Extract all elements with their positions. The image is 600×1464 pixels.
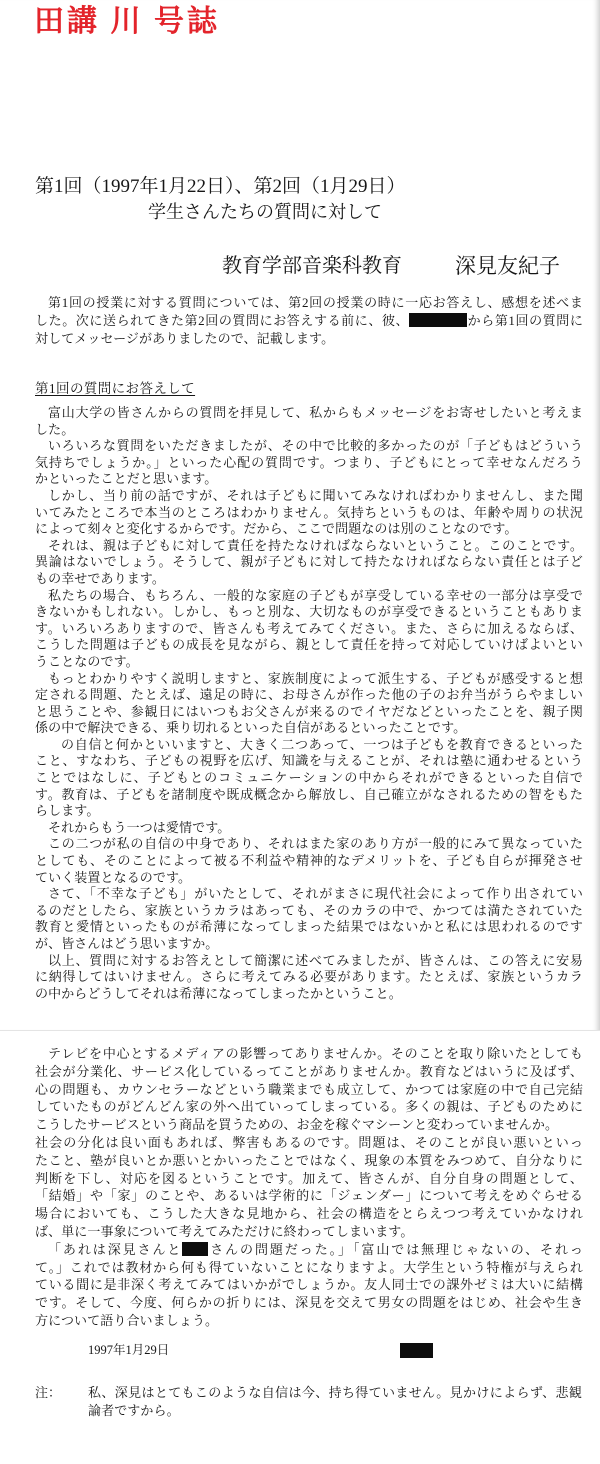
text-line <box>35 1098 583 1116</box>
text-line <box>35 787 583 804</box>
text-line <box>35 1134 583 1152</box>
text-line <box>35 1063 583 1081</box>
text-line <box>88 1402 582 1420</box>
paragraph <box>35 438 583 488</box>
text-line <box>35 803 583 820</box>
text-run: 私、深見はとてもこのような自信は今、持ち得ていません。見かけによらず、悲観 <box>88 1385 582 1400</box>
text-run: こと、すなわち、子どもの視野を広げ、知識を与えることが、それは塾に通わせるという <box>35 753 583 769</box>
text-run: ことではなしに、子どもとのコミュニケーションの中からそれができるといった自信で <box>35 770 583 786</box>
paragraph <box>35 953 583 1003</box>
text-line <box>35 621 583 638</box>
text-run: す。いろいろありますので、皆さんも考えてみてください。また、さらに加えるならば、 <box>35 620 583 636</box>
text-run: この二つが私の自信の中身であり、それはまた家のあり方が一般的にみて異なっていた <box>48 836 583 852</box>
redaction-bar <box>182 1242 208 1256</box>
paragraph <box>35 588 583 671</box>
text-run: 気持ちでしょうか。」といった心配の質問です。つまり、子どもにとって幸せなんだろう <box>35 454 583 470</box>
text-run: によって刻々と変化するからです。だから、ここで問題なのは別のことなのです。 <box>35 521 518 537</box>
text-run: 論者ですから。 <box>88 1403 180 1418</box>
paragraph <box>35 538 583 588</box>
text-run: それからもう一つは愛情です。 <box>48 819 231 835</box>
text-line <box>35 737 583 754</box>
text-run: 「あれは深見さんと <box>48 1241 183 1257</box>
red-stamp: 田講 川 号誌 <box>34 5 220 38</box>
text-run: 係の中で解決できる、乗り切れるといった自信があるといったことです。 <box>35 720 467 736</box>
text-run: こうしたサービスという商品を買うための、お金を稼ぐマシーンと変わっていませんか。 <box>35 1117 559 1133</box>
text-line <box>35 604 583 621</box>
text-run: と思うことや、参観日にはいつもお父さんが来るのでイヤだなどといったことを、親子関 <box>35 703 583 719</box>
text-run: 以上、質問に対するお答えとして簡潔に述べてみましたが、皆さんは、この答えに安易 <box>48 952 583 968</box>
text-run: の自信と何かといいますと、大きく二つあって、一つは子どもを教育できるといった <box>61 736 583 752</box>
text-line <box>35 654 583 671</box>
text-run: 場合においても、こうした大きな見地から、社会の構造をとらえつつ考えていかなけれ <box>35 1206 583 1222</box>
text-run: テレビを中心とするメディアの影響ってありませんか。そのことを取り除いたとしても <box>48 1046 583 1061</box>
text-line <box>35 330 583 348</box>
author-name: 深見友紀子 <box>455 254 560 278</box>
text-line <box>35 571 583 588</box>
text-line <box>35 1152 583 1170</box>
text-line <box>35 488 583 505</box>
paragraph <box>35 737 583 820</box>
text-run: 教育と愛情といったものが希薄になってしまった結果ではないかと私には思われるのです <box>35 919 583 935</box>
text-run: 異論はないでしょう。そうして、親が子どもに対して持たなければならない責任とは子ど <box>35 554 583 570</box>
text-line <box>35 538 583 555</box>
text-run: もの幸せであります。 <box>35 570 165 586</box>
text-line <box>35 1187 583 1205</box>
document-title-line-2: 学生さんたちの質問に対して <box>148 202 382 222</box>
text-line <box>35 521 583 538</box>
text-line <box>35 870 583 887</box>
paragraph <box>35 405 583 438</box>
text-run: こうした問題は子どもの成長を見ながら、親として責任を持って対応していけばよいとい <box>35 637 583 653</box>
text-run: 心の問題も、カウンセラーなどという職業までも成立して、かつては家庭の中で自己完結 <box>35 1081 583 1097</box>
text-line <box>35 1276 583 1294</box>
text-run: としても、そのことによって被る不利益や精神的なデメリットを、子ども自らが揮発させ <box>35 853 583 869</box>
paragraph <box>35 671 583 737</box>
text-line <box>35 886 583 903</box>
text-run: いろいろな質問をいただきましたが、その中で比較的多かったのが「子どもはどういう <box>48 438 583 454</box>
text-run: していたものがどんどん家の外へ出ていってしまっている。多くの親は、子どものために <box>35 1099 583 1115</box>
text-run: るのだとしたら、家族というカラはあっても、そのカラの中で、かつては満たされていた <box>35 902 583 918</box>
text-run: て。」これでは教材から何も得ていないことになりますよ。大学生という特権が与えられ <box>35 1259 583 1275</box>
text-line <box>35 505 583 522</box>
paragraph <box>35 886 583 952</box>
text-line <box>35 312 583 330</box>
continuation-body <box>35 1045 583 1330</box>
text-line <box>35 953 583 970</box>
redaction-bar <box>409 313 467 327</box>
note-label: 注： <box>35 1385 62 1400</box>
paragraph <box>35 836 583 886</box>
text-run: 富山大学の皆さんからの質問を拝見して、私からもメッセージをお寄せしたいと考えま <box>48 405 583 420</box>
answer-body <box>35 405 583 1002</box>
paragraph <box>35 820 583 837</box>
text-line <box>35 637 583 654</box>
text-line <box>35 903 583 920</box>
text-run: 方について語り合いましょう。 <box>35 1312 219 1328</box>
text-run: 定される問題、たとえば、遠足の時に、お母さんが作った他の子のお弁当がうらやましい <box>35 687 583 703</box>
text-run: らします。 <box>35 803 100 819</box>
text-line <box>35 1045 583 1063</box>
text-line <box>35 936 583 953</box>
text-run: それは、親は子どもに対して責任を持たなければならないということ。このことです。 <box>48 537 583 553</box>
text-run: ば、単に一事象について考えてみただけに終わってしまいます。 <box>35 1223 414 1239</box>
text-run: 社会が分業化、サービス化しているってことがありませんか。教育などはいうに及ばず、 <box>35 1063 583 1079</box>
text-line <box>35 1081 583 1099</box>
text-line <box>35 1205 583 1223</box>
text-line <box>35 1241 583 1259</box>
text-run: かといったことだと思います。 <box>35 471 218 487</box>
text-run: たこと、塾が良いとか悪いとかいったことではなく、現象の本質をみつめて、自分なりに <box>35 1152 583 1168</box>
text-run: きないかもしれない。しかし、もっと別な、大切なものが享受できるということもありま <box>35 604 583 620</box>
section-heading: 第1回の質問にお答えして <box>35 381 196 396</box>
text-line <box>35 1259 583 1277</box>
text-line <box>35 405 583 422</box>
document-title-line-1: 第1回（1997年1月22日）、第2回（1月29日） <box>35 176 406 197</box>
text-line <box>35 986 583 1003</box>
text-run: しかし、当り前の話ですが、それは子どもに聞いてみなければわかりませんし、また聞 <box>48 487 583 503</box>
text-line <box>35 687 583 704</box>
text-run: す。教育は、子どもを諸制度や既成概念から解放し、自己確立がなされるための智をもた <box>35 786 583 802</box>
text-run: さて、「不幸な子ども」がいたとして、それがまさに現代社会によって作り出されてい <box>48 886 583 902</box>
text-line <box>35 753 583 770</box>
paragraph <box>35 488 583 538</box>
text-line <box>35 820 583 837</box>
text-line <box>35 438 583 455</box>
paragraph <box>35 1045 583 1134</box>
closing-date: 1997年1月29日 <box>88 1343 170 1357</box>
text-line <box>88 1384 582 1402</box>
text-line <box>35 1223 583 1241</box>
text-line <box>35 588 583 605</box>
text-line <box>35 836 583 853</box>
text-run: です。そして、今度、何らかの折りには、深見を交えて男女の問題をはじめ、社会や生き <box>35 1295 583 1311</box>
text-run: もっとわかりやすく説明しますと、家族制度によって派生する、子どもが感受すると想 <box>48 670 583 686</box>
text-line <box>35 671 583 688</box>
text-run: 「結婚」や「家」のことや、あるいは学術的に「ジェンダー」について考えをめぐらせる <box>35 1188 583 1204</box>
text-line <box>35 919 583 936</box>
intro-body <box>35 294 583 348</box>
redaction-bar <box>400 1343 433 1358</box>
text-line <box>35 770 583 787</box>
note-body <box>88 1384 582 1420</box>
author-department: 教育学部音楽科教育 <box>222 255 402 277</box>
text-run: 第1回の授業に対する質問については、第2回の授業の時に一応お答えし、感想を述べま <box>48 295 583 310</box>
text-run: が、皆さんはどう思いますか。 <box>35 936 219 951</box>
paragraph <box>88 1384 582 1420</box>
text-run: した。 <box>35 421 75 437</box>
text-line <box>35 969 583 986</box>
text-run: いてみたところで本当のところはわかりません。気持ちというものは、年齢や周りの状況 <box>35 504 583 520</box>
text-run: から第1回の質問に <box>467 313 583 328</box>
text-line <box>35 554 583 571</box>
text-run: うことなのです。 <box>35 653 139 669</box>
text-run: さんの問題だった。」「富山では無理じゃないの、それっ <box>208 1241 583 1257</box>
text-line <box>35 1312 583 1330</box>
text-run: 判断を下し、対応を図るということです。加えて、皆さんが、自分自身の問題として、 <box>35 1170 583 1186</box>
paragraph <box>35 1134 583 1241</box>
text-run: した。次に送られてきた第2回の質問にお答えする前に、彼、 <box>35 313 410 328</box>
text-line <box>35 1116 583 1134</box>
text-run: ている間に是非深く考えてみてはいかがでしょうか。友人同士での課外ゼミは大いに結構 <box>35 1277 583 1293</box>
text-line <box>35 1294 583 1312</box>
text-run: 私たちの場合、もちろん、一般的な家庭の子どもが享受している幸せの一部分は享受で <box>48 587 583 603</box>
text-line <box>35 294 583 312</box>
paragraph <box>35 294 583 348</box>
text-line <box>35 720 583 737</box>
text-line <box>35 1170 583 1188</box>
text-line <box>35 471 583 488</box>
text-line <box>35 704 583 721</box>
text-line <box>35 455 583 472</box>
text-run: ていく装置となるのです。 <box>35 869 192 885</box>
text-line <box>35 422 583 439</box>
paragraph <box>35 1241 583 1330</box>
text-line <box>35 853 583 870</box>
text-run: 社会の分化は良い面もあれば、弊害もあるのです。問題は、そのことが良い悪いといっ <box>35 1134 583 1150</box>
text-run: に納得してはいけません。さらに考えてみる必要があります。たとえば、家族というカラ <box>35 969 583 985</box>
text-run: の中からどうしてそれは希薄になってしまったかということ。 <box>35 985 402 1001</box>
text-run: 対してメッセージがありましたので、記載します。 <box>35 331 335 346</box>
